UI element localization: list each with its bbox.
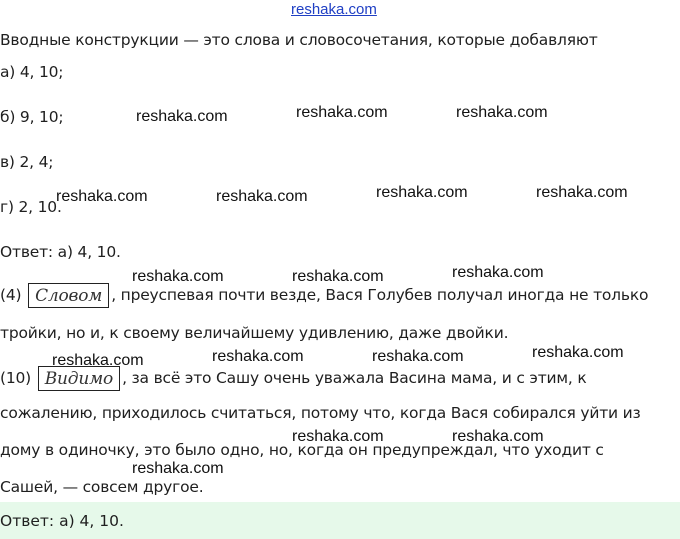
option-v: в) 2, 4;: [0, 153, 54, 171]
option-g: г) 2, 10.: [0, 198, 62, 216]
sentence-10-number: (10): [0, 369, 32, 387]
watermark: reshaka.com: [296, 104, 388, 121]
watermark: reshaka.com: [372, 348, 464, 365]
watermark: reshaka.com: [52, 352, 144, 369]
watermark: reshaka.com: [452, 264, 544, 281]
intro-text: Вводные конструкции — это слова и словосочетания, которые добавляют: [0, 31, 598, 49]
sentence-4-boxed-word: Словом: [28, 283, 109, 308]
watermark: reshaka.com: [212, 348, 304, 365]
final-answer-bar: [0, 502, 680, 539]
final-answer-text: Ответ: а) 4, 10.: [0, 512, 124, 530]
watermark: reshaka.com: [536, 184, 628, 201]
watermark: reshaka.com: [132, 268, 224, 285]
watermark: reshaka.com: [56, 188, 148, 205]
option-b: б) 9, 10;: [0, 108, 64, 126]
watermark: reshaka.com: [136, 108, 228, 125]
sentence-10-text-1: , за всё это Сашу очень уважала Васина мама, и с этим, к: [122, 369, 587, 387]
watermark: reshaka.com: [132, 460, 224, 477]
answer-text: Ответ: а) 4, 10.: [0, 243, 121, 261]
site-link[interactable]: reshaka.com: [291, 1, 377, 18]
watermark: reshaka.com: [376, 184, 468, 201]
sentence-4-line-2: тройки, но и, к своему величайшему удивлению, даже двойки.: [0, 324, 509, 342]
watermark: reshaka.com: [532, 344, 624, 361]
watermark: reshaka.com: [452, 428, 544, 445]
sentence-10-boxed-word: Видимо: [38, 366, 120, 391]
sentence-4-text-1: , преуспевая почти везде, Вася Голубев получал иногда не только: [111, 286, 649, 304]
sentence-10-line-3: дому в одиночку, это было одно, но, когда он предупреждал, что уходит с: [0, 441, 604, 459]
sentence-4-number: (4): [0, 286, 22, 304]
watermark: reshaka.com: [456, 104, 548, 121]
watermark: reshaka.com: [216, 188, 308, 205]
sentence-4-line-1: [0, 283, 648, 308]
watermark: reshaka.com: [292, 428, 384, 445]
option-a: а) 4, 10;: [0, 63, 64, 81]
sentence-10-line-2: сожалению, приходилось считаться, потому что, когда Вася собирался уйти из: [0, 404, 641, 422]
watermark: reshaka.com: [292, 268, 384, 285]
sentence-10-line-4: Сашей, — совсем другое.: [0, 478, 204, 496]
